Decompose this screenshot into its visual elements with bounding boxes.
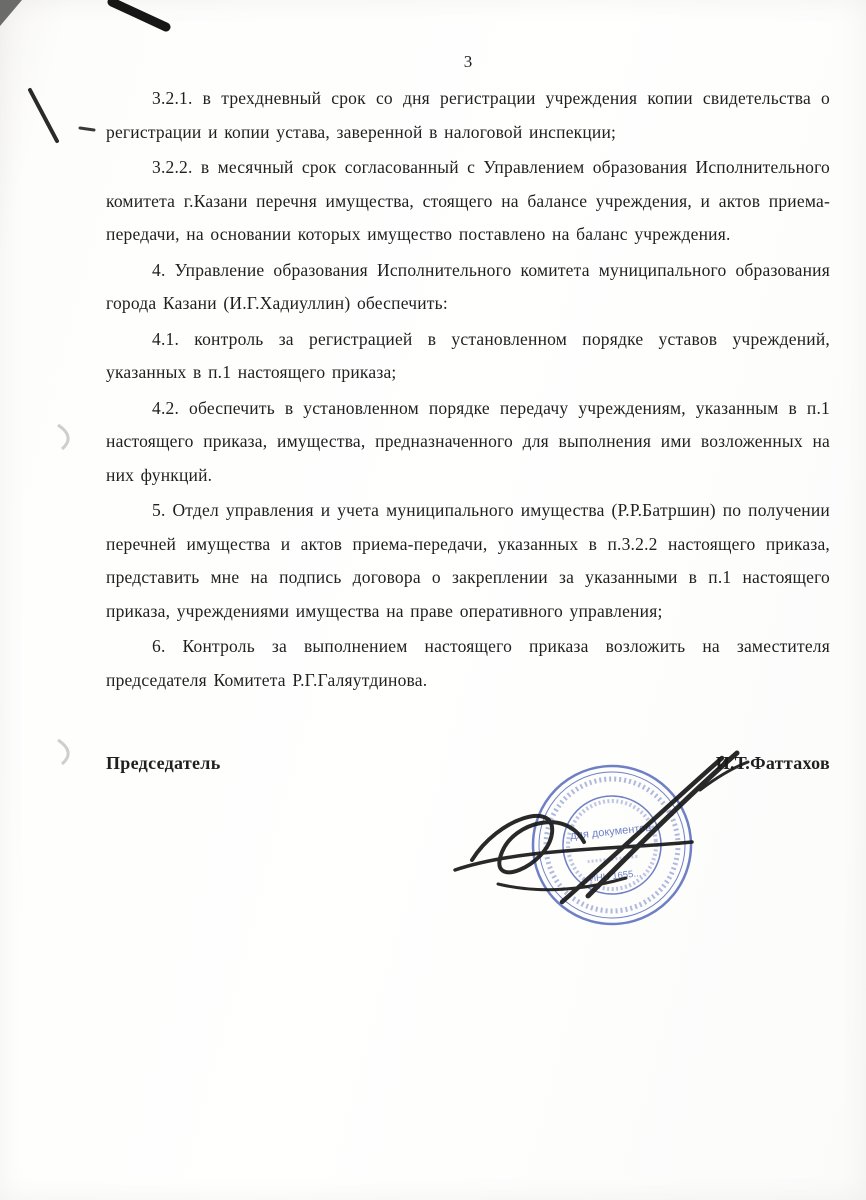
handwritten-signature <box>455 753 748 902</box>
paragraph-5: 5. Отдел управления и учета муниципального имущества (Р.Р.Батршин) по получении перечней имущества и актов приема-передачи, указанных в п.3.2.2 настоящего приказа, представить мне на подпись договора о закреплении за указанными в п.1 настоящего приказа, учреждениями имущества на праве оперативного управления; <box>106 500 830 621</box>
page-number: 3 <box>463 52 473 71</box>
paragraph-4-1: 4.1. контроль за регистрацией в установленном порядке уставов учреждений, указанных в п.1 настоящего приказа; <box>106 328 830 382</box>
stamp-text-bottom: ИНН 1655... <box>588 868 642 885</box>
paragraph-6: 6. Контроль за выполнением настоящего приказа возложить на заместителя председателя Комитета Р.Г.Галяутдинова. <box>106 636 830 690</box>
signature-block <box>106 753 830 774</box>
document-body <box>106 52 830 774</box>
paragraph-4-2: 4.2. обеспечить в установленном порядке передачу учреждениям, указанным в п.1 настоящего приказа, имущества, предназначенного для выполнения ими возложенных на них функций. <box>106 397 830 485</box>
round-stamp <box>525 758 699 932</box>
signer-title: Председатель <box>106 753 221 773</box>
stamp-text-top: для документов <box>569 821 652 843</box>
paragraph-3-2-1: 3.2.1. в трехдневный срок со дня регистрации учреждения копии свидетельства о регистрации и копии устава, заверенной в налоговой инспекции; <box>106 88 830 142</box>
signer-name: И.Т.Фаттахов <box>715 753 830 773</box>
paragraph-4: 4. Управление образования Исполнительного комитета муниципального образования города Казани (И.Г.Хадиуллин) обеспечить: <box>106 259 830 313</box>
paragraph-3-2-2: 3.2.2. в месячный срок согласованный с Управлением образования Исполнительного комитета г.Казани перечня имущества, стоящего на балансе учреждения, и актов приема-передачи, на основании которых имущество поставлено на баланс учреждения. <box>106 157 830 244</box>
